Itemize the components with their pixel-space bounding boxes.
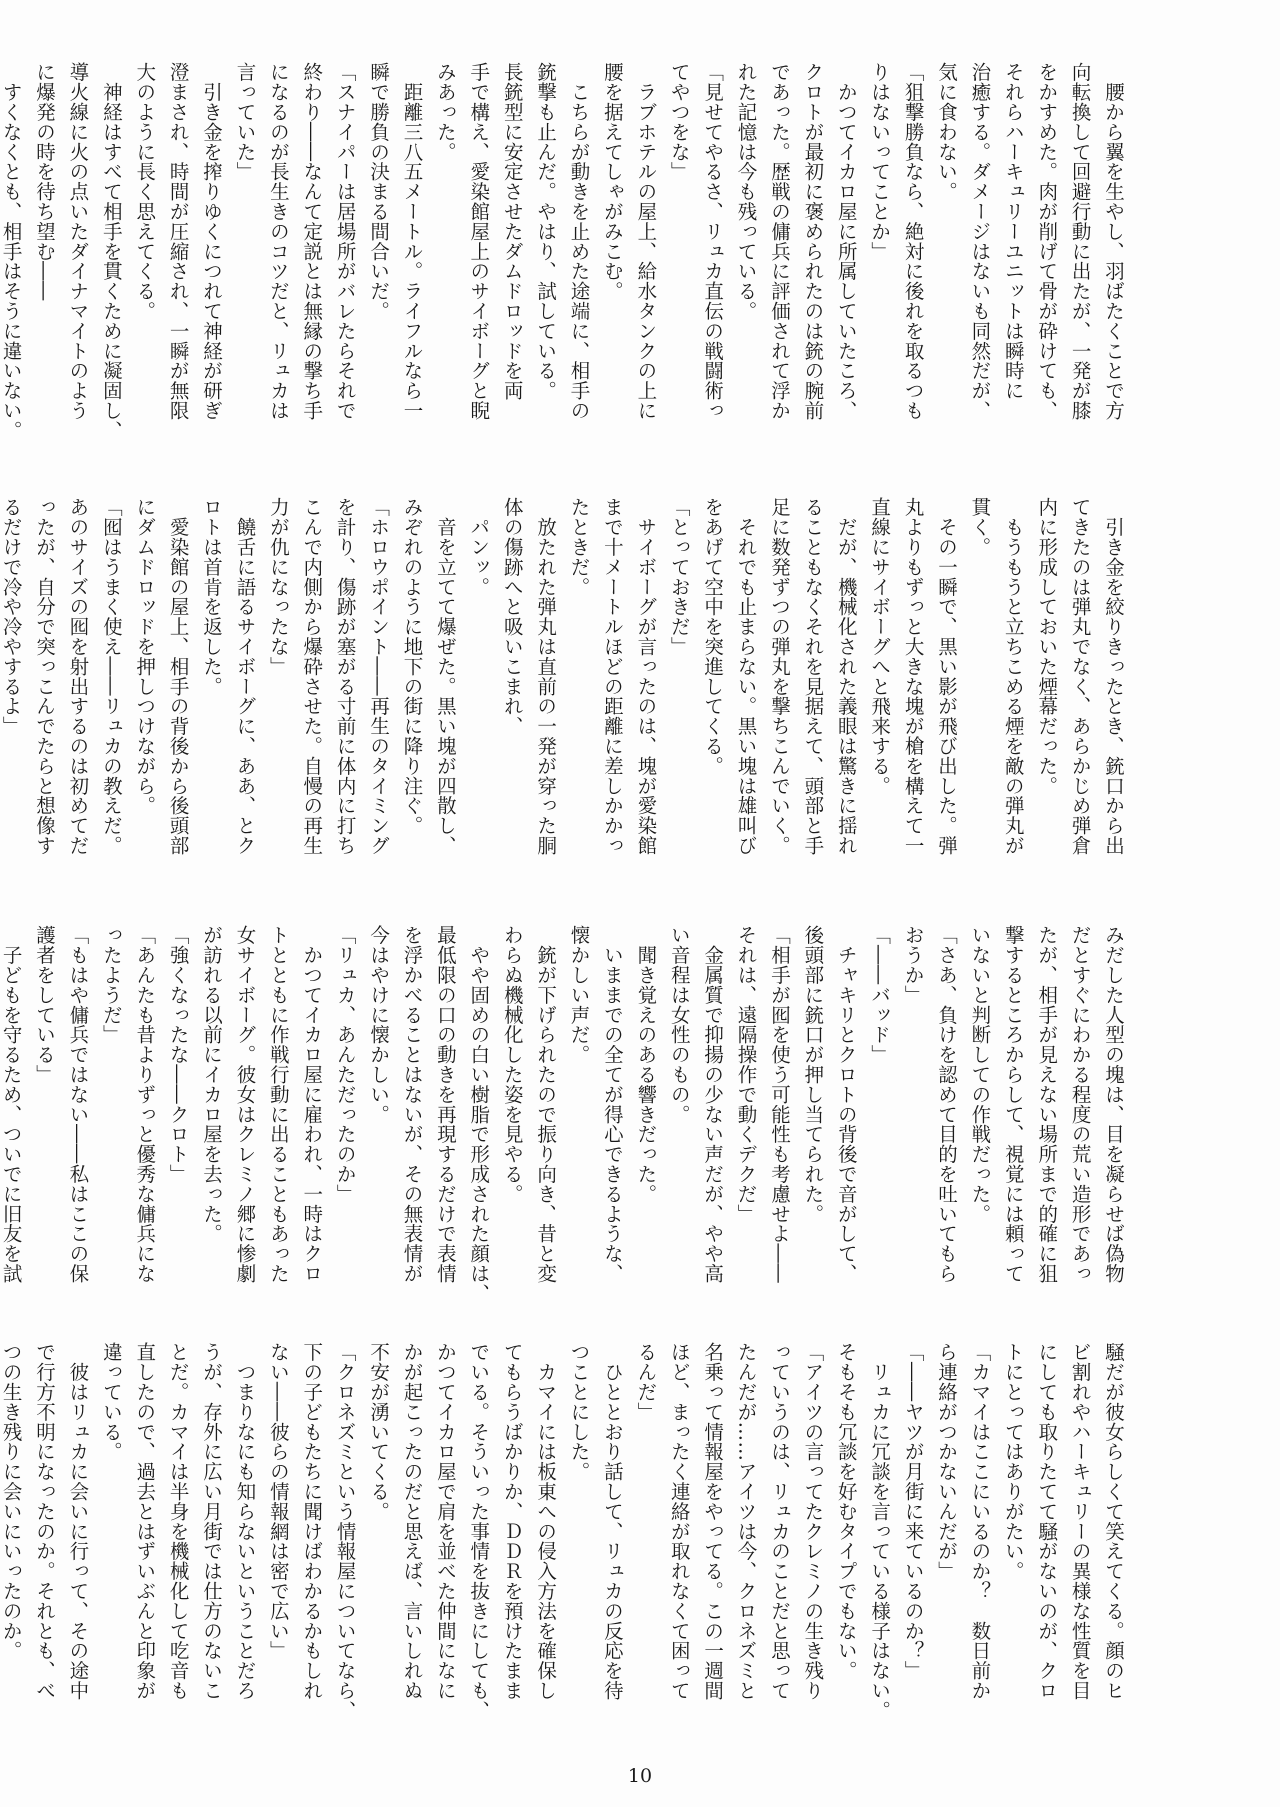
text-column: ビ割れやハーキュリーの異様な性質を目 bbox=[1068, 1342, 1092, 1701]
text-column: 「狙撃勝負なら、絶対に後れを取るつも bbox=[901, 62, 925, 421]
text-column: 「さあ、負けを認めて目的を吐いてもら bbox=[934, 925, 958, 1284]
text-column: てやつをな」 bbox=[667, 62, 691, 182]
text-column: みあった。 bbox=[433, 62, 457, 162]
text-column: 長銃型に安定させたダムドロッドを両 bbox=[500, 62, 524, 401]
text-column: かつてイカロ屋で肩を並べた仲間になに bbox=[433, 1342, 457, 1701]
text-column: をかすめた。肉が削げて骨が砕けても、 bbox=[1035, 62, 1059, 421]
text-column: みだした人型の塊は、目を凝らせば偽物 bbox=[1102, 925, 1125, 1284]
text-column: 距離三八五メートル。ライフルなら一 bbox=[400, 62, 424, 421]
text-column: 「あんたも昔よりずっと優秀な傭兵にな bbox=[133, 925, 157, 1284]
text-column: っていうのは、リュカのことだと思って bbox=[767, 1342, 791, 1701]
text-column: 向転換して回避行動に出たが、一発が膝 bbox=[1068, 62, 1092, 421]
text-column: になるのが長生きのコツだと、リュカは bbox=[266, 62, 290, 421]
text-column: 気に食わない。 bbox=[934, 62, 958, 202]
text-column: 金属質で抑揚の少ない声だが、やや高 bbox=[701, 925, 725, 1284]
text-column: 彼はリュカに会いに行って、その途中 bbox=[66, 1342, 90, 1701]
text-column: ることもなくそれを見据えて、頭部と手 bbox=[801, 497, 825, 856]
text-column: 音を立てて爆ぜた。黒い塊が四散し、 bbox=[433, 497, 457, 856]
text-column: クロトが最初に褒められたのは銃の腕前 bbox=[801, 62, 825, 421]
text-column: てもらうばかりか、ＤＤＲを預けたまま bbox=[500, 1342, 524, 1701]
text-tier-3 bbox=[0, 925, 1130, 1330]
text-column: 饒舌に語るサイボーグに、ああ、とク bbox=[233, 497, 257, 856]
text-column: をあげて空中を突進してくる。 bbox=[701, 497, 725, 776]
text-column: つことにした。 bbox=[567, 1342, 591, 1482]
text-column: たが、相手が見えない場所まで的確に狙 bbox=[1035, 925, 1059, 1284]
text-column: 「クロネズミという情報屋についてなら、 bbox=[333, 1342, 357, 1721]
text-column: で行方不明になったのか。それとも、べ bbox=[33, 1342, 56, 1701]
text-column: かつてイカロ屋に所属していたころ、 bbox=[834, 62, 858, 421]
text-column: こちらが動きを止めた途端に、相手の bbox=[567, 62, 591, 421]
text-column: 愛染館の屋上、相手の背後から後頭部 bbox=[166, 497, 190, 856]
text-tier-4 bbox=[0, 1342, 1130, 1747]
text-column: が訪れる以前にイカロ屋を去った。 bbox=[200, 925, 224, 1244]
text-column: 「――ヤツが月街に来ているのか？」 bbox=[901, 1342, 925, 1681]
text-column: れた記憶は今も残っている。 bbox=[734, 62, 758, 321]
text-column: あのサイズの囮を射出するのは初めてだ bbox=[66, 497, 90, 856]
text-column: 「強くなったな――クロト」 bbox=[166, 925, 190, 1184]
text-column: るんだ」 bbox=[634, 1342, 658, 1422]
text-column: 瞬で勝負の決まる間合いだ。 bbox=[367, 62, 391, 321]
text-column: 神経はすべて相手を貫くために凝固し、 bbox=[99, 62, 123, 441]
text-column: だとすぐにわかる程度の荒い造形であっ bbox=[1068, 925, 1092, 1284]
text-column: てきたのは弾丸でなく、あらかじめ弾倉 bbox=[1068, 497, 1092, 856]
text-column: 「アイツの言ってたクレミノの生き残り bbox=[801, 1342, 825, 1701]
text-column: 違っている。 bbox=[99, 1342, 123, 1462]
text-column: トにとってはありがたい。 bbox=[1001, 1342, 1025, 1581]
text-column: わらぬ機械化した姿を見やる。 bbox=[500, 925, 524, 1204]
text-column: りはないってことか」 bbox=[868, 62, 892, 261]
text-column: ロトは首肯を返した。 bbox=[200, 497, 224, 696]
text-column: 大のように長く思えてくる。 bbox=[133, 62, 157, 321]
text-column: にダムドロッドを押しつけながら。 bbox=[133, 497, 157, 816]
text-column: いままでの全てが得心できるような、 bbox=[600, 925, 624, 1284]
text-column: もうもうと立ちこめる煙を敵の弾丸が bbox=[1001, 497, 1025, 856]
text-column: 下の子どもたちに聞けばわかるかもしれ bbox=[300, 1342, 324, 1701]
text-column: 直したので、過去とはずいぶんと印象が bbox=[133, 1342, 157, 1701]
text-column: 足に数発ずつの弾丸を撃ちこんでいく。 bbox=[767, 497, 791, 856]
text-column: 「もはや傭兵ではない――私はここの保 bbox=[66, 925, 90, 1284]
text-column: であった。歴戦の傭兵に評価されて浮か bbox=[767, 62, 791, 421]
text-column: チャキリとクロトの背後で音がして、 bbox=[834, 925, 858, 1284]
text-column: サイボーグが言ったのは、塊が愛染館 bbox=[634, 497, 658, 856]
text-column: つまりなにも知らないということだろ bbox=[233, 1342, 257, 1701]
text-column: 「とっておきだ」 bbox=[667, 497, 691, 657]
text-column: るだけで冷や冷やするよ」 bbox=[0, 497, 23, 736]
text-column: ら連絡がつかないんだが」 bbox=[934, 1342, 958, 1581]
text-column: を計り、傷跡が塞がる寸前に体内に打ち bbox=[333, 497, 357, 856]
text-column: 「――バッド」 bbox=[868, 925, 892, 1065]
text-column: 撃するところからして、視覚には頼って bbox=[1001, 925, 1025, 1284]
text-column: 澄まされ、時間が圧縮され、一瞬が無限 bbox=[166, 62, 190, 421]
text-column: それは、遠隔操作で動くデクだ」 bbox=[734, 925, 758, 1224]
text-column: 治癒する。ダメージはないも同然だが、 bbox=[968, 62, 992, 421]
page-number: 10 bbox=[627, 1765, 653, 1787]
text-column: 「ホロウポイント――再生のタイミング bbox=[367, 497, 391, 856]
text-column: 「リュカ、あんただったのか」 bbox=[333, 925, 357, 1204]
text-column: 騒だが彼女らしくて笑えてくる。顔のヒ bbox=[1102, 1342, 1125, 1701]
text-column: リュカに冗談を言っている様子はない。 bbox=[868, 1342, 892, 1721]
text-column: 言っていた」 bbox=[233, 62, 257, 182]
text-column: すくなくとも、相手はそうに違いない。 bbox=[0, 62, 23, 441]
text-column: 体の傷跡へと吸いこまれ、 bbox=[500, 497, 524, 736]
text-column: それでも止まらない。黒い塊は雄叫び bbox=[734, 497, 758, 856]
text-column: いないと判断しての作戦だった。 bbox=[968, 925, 992, 1224]
text-column: 貫く。 bbox=[968, 497, 992, 557]
text-column: 聞き覚えのある響きだった。 bbox=[634, 925, 658, 1204]
text-column: こんで内側から爆砕させた。自慢の再生 bbox=[300, 497, 324, 856]
text-column: 「相手が囮を使う可能性も考慮せよ―― bbox=[767, 925, 791, 1284]
text-column: 手で構え、愛染館屋上のサイボーグと睨 bbox=[467, 62, 491, 421]
text-column: ひととおり話して、リュカの反応を待 bbox=[600, 1342, 624, 1701]
text-column: 終わり――なんて定説とは無縁の撃ち手 bbox=[300, 62, 324, 421]
text-column: 後頭部に銃口が押し当てられた。 bbox=[801, 925, 825, 1224]
text-column: 名乗って情報屋をやってる。この一週間 bbox=[701, 1342, 725, 1701]
text-column: 力が仇になったな」 bbox=[266, 497, 290, 677]
text-column: 引き金を絞りきったとき、銃口から出 bbox=[1102, 497, 1125, 856]
text-column: とだ。カマイは半身を機械化して吃音も bbox=[166, 1342, 190, 1701]
text-column: 最低限の口の動きを再現するだけで表情 bbox=[433, 925, 457, 1284]
text-column: つの生き残りに会いにいったのか。 bbox=[0, 1342, 23, 1661]
text-column: まで十メートルほどの距離に差しかかっ bbox=[600, 497, 624, 856]
text-column: おうか」 bbox=[901, 925, 925, 1005]
text-column: その一瞬で、黒い影が飛び出した。弾 bbox=[934, 497, 958, 856]
text-column: 「スナイパーは居場所がバレたらそれで bbox=[333, 62, 357, 421]
text-column: うが、存外に広い月街では仕方のないこ bbox=[200, 1342, 224, 1701]
text-column: 直線にサイボーグへと飛来する。 bbox=[868, 497, 892, 796]
text-column: ラブホテルの屋上、給水タンクの上に bbox=[634, 62, 658, 421]
text-column: パンッ。 bbox=[467, 497, 491, 597]
text-column: たときだ。 bbox=[567, 497, 591, 597]
text-tier-1 bbox=[0, 62, 1130, 482]
text-column: ない――彼らの情報網は密で広い」 bbox=[266, 1342, 290, 1661]
text-tier-2 bbox=[0, 497, 1130, 897]
text-column: 子どもを守るため、ついでに旧友を試 bbox=[0, 925, 23, 1284]
text-column: 銃撃も止んだ。やはり、試している。 bbox=[534, 62, 558, 401]
text-column: ったが、自分で突っこんでたらと想像す bbox=[33, 497, 56, 856]
text-column: 導火線に火の点いたダイナマイトのよう bbox=[66, 62, 90, 421]
text-column: 丸よりもずっと大きな塊が槍を構えて一 bbox=[901, 497, 925, 856]
text-column: 腰を据えてしゃがみこむ。 bbox=[600, 62, 624, 301]
text-column: でいる。そういった事情を抜きにしても、 bbox=[467, 1342, 491, 1721]
text-column: 引き金を搾りゆくにつれて神経が研ぎ bbox=[200, 62, 224, 421]
text-column: 女サイボーグ。彼女はクレミノ郷に惨劇 bbox=[233, 925, 257, 1284]
text-column: を浮かべることはないが、その無表情が bbox=[400, 925, 424, 1284]
text-column: 懐かしい声だ。 bbox=[567, 925, 591, 1065]
text-column: かつてイカロ屋に雇われ、一時はクロ bbox=[300, 925, 324, 1284]
text-column: ほど、まったく連絡が取れなくて困って bbox=[667, 1342, 691, 1701]
text-column: だが、機械化された義眼は驚きに揺れ bbox=[834, 497, 858, 856]
text-column: 「見せてやるさ、リュカ直伝の戦闘術っ bbox=[701, 62, 725, 421]
text-column: い音程は女性のもの。 bbox=[667, 925, 691, 1124]
text-column: 護者をしている」 bbox=[33, 925, 56, 1085]
text-column: 銃が下げられたので振り向き、昔と変 bbox=[534, 925, 558, 1284]
text-column: みぞれのように地下の街に降り注ぐ。 bbox=[400, 497, 424, 836]
text-column: に爆発の時を待ち望む―― bbox=[33, 62, 56, 301]
text-column: 腰から翼を生やし、羽ばたくことで方 bbox=[1102, 62, 1125, 421]
text-column: かが起こったのだと思えば、言いしれぬ bbox=[400, 1342, 424, 1701]
text-column: 不安が湧いてくる。 bbox=[367, 1342, 391, 1522]
text-column: 内に形成しておいた煙幕だった。 bbox=[1035, 497, 1059, 796]
text-column: トとともに作戦行動に出ることもあった bbox=[266, 925, 290, 1284]
text-column: 放たれた弾丸は直前の一発が穿った胴 bbox=[534, 497, 558, 856]
text-column: それらハーキュリーユニットは瞬時に bbox=[1001, 62, 1025, 401]
text-column: 「囮はうまく使え――リュカの教えだ。 bbox=[99, 497, 123, 856]
text-column: カマイには板東への侵入方法を確保し bbox=[534, 1342, 558, 1701]
text-column: たんだが……アイツは今、クロネズミと bbox=[734, 1342, 758, 1701]
text-column: にしても取りたてて騒がないのが、クロ bbox=[1035, 1342, 1059, 1701]
text-column: やや固めの白い樹脂で形成された顔は、 bbox=[467, 925, 491, 1304]
text-column: そもそも冗談を好むタイプでもない。 bbox=[834, 1342, 858, 1681]
text-column: 「カマイはここにいるのか？ 数日前か bbox=[968, 1342, 992, 1701]
text-column: ったようだ」 bbox=[99, 925, 123, 1045]
text-column: 今はやけに懐かしい。 bbox=[367, 925, 391, 1124]
